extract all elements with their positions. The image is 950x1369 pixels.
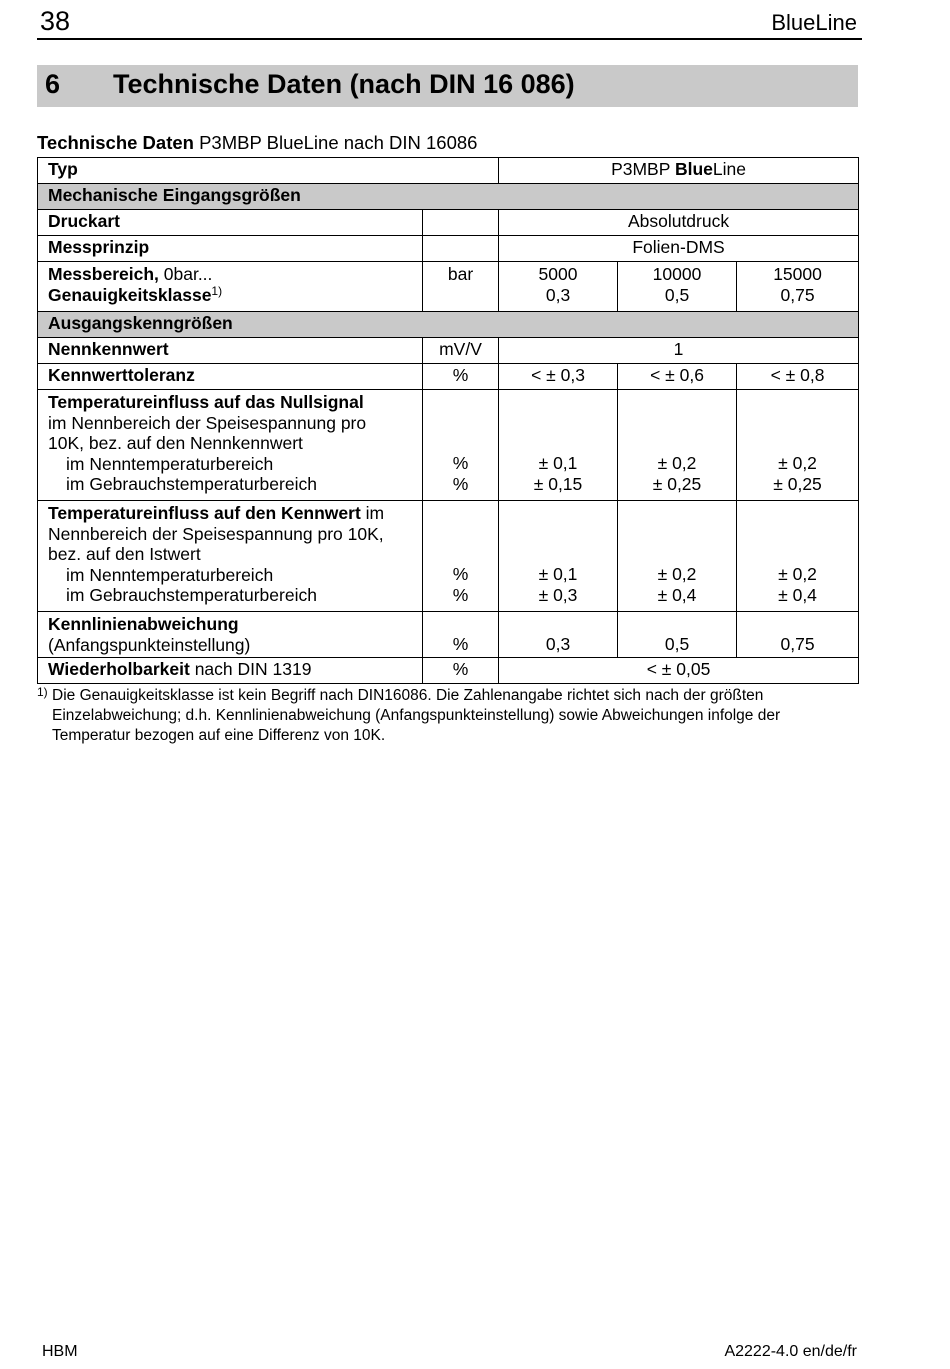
section-output: Ausgangskenngrößen (38, 312, 859, 338)
tk0-nenn-value: ± 0,1 (538, 453, 578, 473)
genauigkeit-value: 0,5 (664, 284, 690, 305)
messbereich-range: 0bar... (158, 264, 213, 284)
messbereich-unit: bar (423, 262, 499, 312)
kenn-unit: % (452, 634, 469, 654)
tkc-unit-cell (423, 501, 499, 612)
table-row (38, 262, 859, 312)
toleranz-unit: % (423, 364, 499, 390)
range-col-2 (618, 262, 737, 312)
messbereich-value: 15000 (773, 264, 822, 284)
tkc-gebrauch-value: ± 0,4 (657, 584, 697, 605)
messbereich-value: 5000 (538, 264, 578, 284)
footnote (37, 686, 867, 746)
tkc-unit: % (452, 564, 469, 584)
toleranz-value: < ± 0,6 (618, 364, 737, 390)
tkc-nenn-value: ± 0,1 (538, 564, 578, 584)
tk0-nenn-value: ± 0,2 (657, 453, 697, 473)
table-row (38, 612, 859, 658)
druckart-value: Absolutdruck (499, 210, 859, 236)
kenn-title: Kennlinienabweichung (48, 614, 239, 634)
chapter-heading (37, 65, 858, 107)
tkc-unit: % (452, 584, 469, 605)
typ-suffix: Line (712, 159, 746, 179)
header-product: BlueLine (771, 10, 857, 35)
tk0-unit: % (452, 453, 469, 473)
typ-bold: Blue (674, 159, 713, 179)
tk0-nenn-label: im Nenntemperaturbereich (66, 453, 274, 474)
table-row (38, 338, 859, 364)
druckart-label: Druckart (38, 210, 423, 236)
tk0-col-1 (499, 390, 618, 501)
footnote-line: Einzelabweichung; d.h. Kennlinienabweichung (Anfangspunkteinstellung) sowie Abweichungen infolge der (52, 707, 781, 724)
footnote-ref: 1) (211, 283, 223, 298)
kenn-col-3 (737, 612, 859, 658)
kenn-value: 0,3 (545, 634, 571, 654)
tkc-title-rest: im (360, 503, 385, 523)
tk0-col-2 (618, 390, 737, 501)
footnote-line: Temperatur bezogen auf eine Differenz von 10K. (52, 727, 386, 744)
kenn-value: 0,5 (664, 634, 690, 654)
range-col-3 (737, 262, 859, 312)
wieder-label-cell (38, 658, 423, 684)
table-caption (37, 132, 477, 154)
tk0-label-cell (38, 390, 423, 501)
tkc-gebrauch-label: im Gebrauchstemperaturbereich (66, 585, 317, 605)
kenn-line2: (Anfangspunkteinstellung) (48, 634, 251, 655)
empty-cell (423, 236, 499, 262)
messbereich-value: 10000 (652, 264, 702, 284)
tkc-nenn-label: im Nenntemperaturbereich (66, 564, 274, 585)
nennkennwert-unit: mV/V (423, 338, 499, 364)
tk0-unit: % (452, 473, 469, 494)
typ-label: Typ (38, 158, 499, 184)
tk0-col-3 (737, 390, 859, 501)
toleranz-value: < ± 0,3 (499, 364, 618, 390)
table-row (38, 501, 859, 612)
spec-table (37, 157, 859, 684)
messprinzip-label: Messprinzip (38, 236, 423, 262)
section-row (38, 312, 859, 338)
tkc-gebrauch-value: ± 0,4 (778, 584, 817, 605)
tkc-line2: Nennbereich der Speisespannung pro 10K, (48, 523, 384, 544)
typ-prefix: P3MBP (611, 159, 675, 179)
caption-rest: P3MBP BlueLine nach DIN 16086 (199, 132, 478, 153)
chapter-number: 6 (45, 69, 61, 99)
wieder-value: < ± 0,05 (499, 658, 859, 684)
tkc-label-cell (38, 501, 423, 612)
messbereich-label-cell (38, 262, 423, 312)
footnote-mark: 1) (37, 685, 48, 699)
tk0-gebrauch-label: im Gebrauchstemperaturbereich (66, 474, 317, 494)
tkc-title: Temperatureinfluss auf den Kennwert (48, 503, 361, 523)
typ-value (499, 158, 859, 184)
wieder-label: Wiederholbarkeit (48, 659, 190, 679)
table-row (38, 158, 859, 184)
kenn-col-1 (499, 612, 618, 658)
header-rule (37, 38, 862, 40)
tk0-unit-cell (423, 390, 499, 501)
tkc-nenn-value: ± 0,2 (657, 564, 697, 584)
genauigkeit-label: Genauigkeitsklasse (48, 284, 212, 305)
range-col-1 (499, 262, 618, 312)
tk0-gebrauch-value: ± 0,25 (652, 473, 702, 494)
section-row (38, 184, 859, 210)
tkc-col-3 (737, 501, 859, 612)
kenn-label-cell (38, 612, 423, 658)
tk0-gebrauch-value: ± 0,15 (533, 473, 583, 494)
table-row (38, 210, 859, 236)
kenn-col-2 (618, 612, 737, 658)
tk0-title: Temperatureinfluss auf das Nullsignal (48, 392, 364, 412)
genauigkeit-value: 0,75 (780, 284, 815, 305)
tk0-line3: 10K, bez. auf den Nennkennwert (48, 433, 303, 453)
table-row (38, 658, 859, 684)
footer-company: HBM (42, 1343, 78, 1360)
table-row (38, 364, 859, 390)
tk0-nenn-value: ± 0,2 (778, 453, 817, 473)
genauigkeit-value: 0,3 (545, 284, 571, 305)
tkc-col-2 (618, 501, 737, 612)
page-number: 38 (40, 6, 71, 36)
tk0-gebrauch-value: ± 0,25 (773, 473, 822, 494)
tkc-nenn-value: ± 0,2 (778, 564, 817, 584)
caption-bold: Technische Daten (37, 132, 194, 153)
table-row (38, 236, 859, 262)
footer-doc-id: A2222-4.0 en/de/fr (724, 1343, 857, 1360)
nennkennwert-label: Nennkennwert (38, 338, 423, 364)
section-mechanical: Mechanische Eingangsgrößen (38, 184, 859, 210)
table-row (38, 390, 859, 501)
messbereich-label: Messbereich, (48, 264, 159, 284)
kenn-value: 0,75 (780, 634, 815, 654)
wieder-rest: nach DIN 1319 (189, 659, 312, 679)
messprinzip-value: Folien-DMS (499, 236, 859, 262)
empty-cell (423, 210, 499, 236)
tkc-gebrauch-value: ± 0,3 (538, 584, 578, 605)
kenn-unit-cell (423, 612, 499, 658)
nennkennwert-value: 1 (499, 338, 859, 364)
tkc-line3: bez. auf den Istwert (48, 544, 201, 564)
chapter-title: Technische Daten (nach DIN 16 086) (113, 69, 575, 99)
wieder-unit: % (423, 658, 499, 684)
toleranz-label: Kennwerttoleranz (38, 364, 423, 390)
toleranz-value: < ± 0,8 (737, 364, 859, 390)
tk0-line2: im Nennbereich der Speisespannung pro (48, 412, 367, 433)
tkc-col-1 (499, 501, 618, 612)
footnote-line: Die Genauigkeitsklasse ist kein Begriff nach DIN16086. Die Zahlenangabe richtet sich nach der größten (52, 687, 764, 704)
